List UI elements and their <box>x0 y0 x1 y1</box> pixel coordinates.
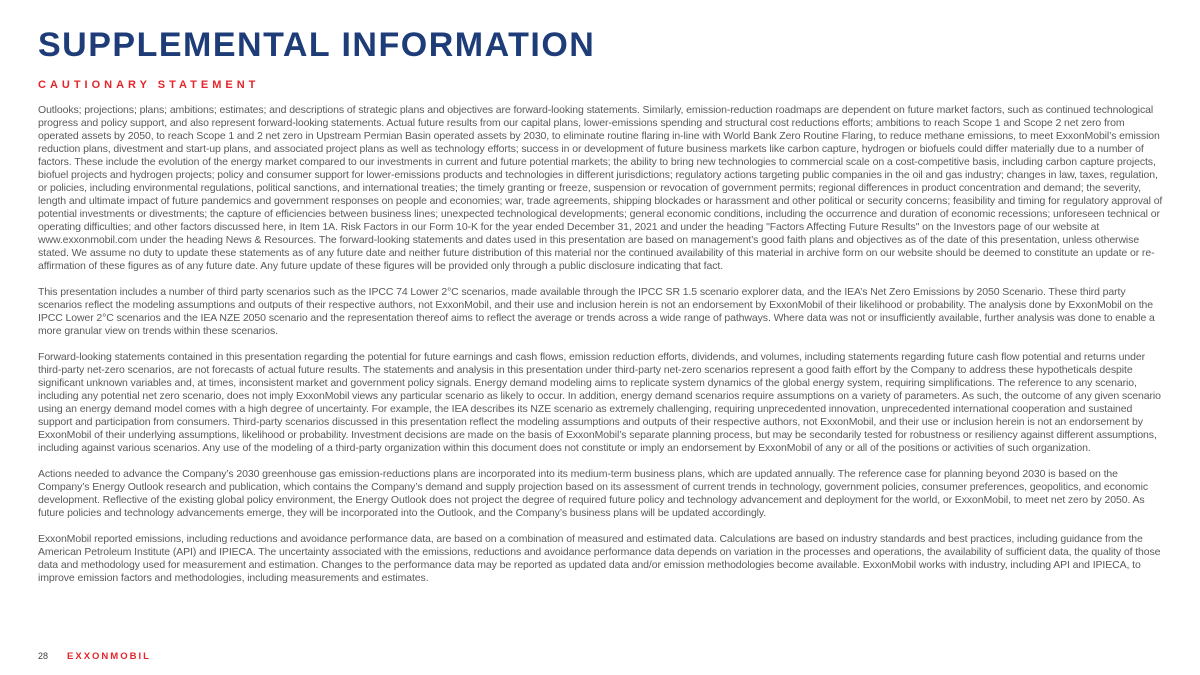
paragraph-net-zero-statements: Forward-looking statements contained in this presentation regarding the potential for future earnings and cash flows, emission reduction efforts, dividends, and volumes, including statements regarding future cash flow potential and returns under third-party net-zero scenarios, are not forecasts of actual future results. The statements and analysis in this presentation under third-party net-zero scenarios represent a good faith effort by the Company to address these hypotheticals despite significant unknown variables and, at times, inconsistent market and government policy signals. Energy demand modeling aims to replicate system dynamics of the global energy system, requiring simplifications. The reference to any scenario, including any potential net zero scenario, does not imply ExxonMobil views any particular scenario as likely to occur. In addition, energy demand scenarios require assumptions on a variety of parameters. As such, the outcome of any given scenario using an energy demand model comes with a high degree of uncertainty. For example, the IEA describes its NZE scenario as extremely challenging, requiring unprecedented innovation, unprecedented international cooperation and sustained support and participation from consumers. Third-party scenarios discussed in this presentation reflect the modeling assumptions and outputs of their respective authors, not ExxonMobil, and their use or inclusion herein is not an endorsement by ExxonMobil of their underlying assumptions, likelihood or probability. Investment decisions are made on the basis of ExxonMobil’s separate planning process, but may be secondarily tested for robustness or resiliency against different assumptions, including against various scenarios. Any use of the modeling of a third-party organization within this document does not constitute or imply an endorsement by ExxonMobil of any or all of the positions or activities of such organization. <box>38 351 1161 454</box>
brand-logo-text: EXXONMOBIL <box>67 651 151 662</box>
slide-footer <box>38 651 151 662</box>
slide-header <box>0 0 1200 91</box>
paragraph-forward-looking: Outlooks; projections; plans; ambitions; estimates; and descriptions of strategic plans and objectives are forward-looking statements. Similarly, emission-reduction roadmaps are dependent on future market factors, such as continued technological progress and policy support, and also represent forward-looking statements. Actual future results from our capital plans, lower-emissions spending and structural cost reductions efforts; ambitions to reach Scope 1 and Scope 2 net zero from operated assets by 2050, to reach Scope 1 and 2 net zero in Upstream Permian Basin operated assets by 2030, to eliminate routine flaring in-line with World Bank Zero Routine Flaring, to reduce methane emissions, to meet ExxonMobil’s emission reduction plans, divestment and start-up plans, and associated project plans as well as technology efforts; success in or development of future business markets like carbon capture, hydrogen or biofuels could differ materially due to a number of factors. These include the evolution of the energy market compared to our investments in current and future potential markets; the ability to bring new technologies to commercial scale on a cost-competitive basis, including carbon capture projects, biofuel projects and hydrogen projects; policy and consumer support for lower-emissions products and technologies in different jurisdictions; regulatory actions targeting public companies in the oil and gas industry; changes in law, taxes, regulation, or policies, including environmental regulations, political sanctions, and international treaties; the timely granting or freeze, suspension or revocation of government permits; regional differences in product concentration and demand; the severity, length and ultimate impact of future pandemics and government responses on people and economies; war, trade agreements, shipping blockades or harassment and other political or security concerns; feasibility and timing for regulatory approval of potential investments or divestments; the capture of efficiencies between business lines; unexpected technological developments; general economic conditions, including the occurrence and duration of economic recessions; unforeseen technical or operating difficulties; and other factors discussed here, in Item 1A. Risk Factors in our Form 10-K for the year ended December 31, 2021 and under the heading "Factors Affecting Future Results" on the Investors page of our website at www.exxonmobil.com under the heading News & Resources. The forward-looking statements and dates used in this presentation are based on management’s good faith plans and objectives as of the date of this presentation, unless otherwise stated. We assume no duty to update these statements as of any future date and neither future distribution of this material nor the continued availability of this material in archive form on our website should be deemed to constitute an update or re-affirmation of these figures as of any future date. Any future update of these figures will be provided only through a public disclosure indicating that fact. <box>38 104 1163 272</box>
paragraph-2030-plans: Actions needed to advance the Company’s 2030 greenhouse gas emission-reductions plans are incorporated into its medium-term business plans, which are updated annually. The reference case for planning beyond 2030 is based on the Company’s Energy Outlook research and publication, which contains the Company’s demand and supply projection based on its assessment of current trends in technology, government policies, consumer preferences, geopolitics, and economic development. Reflective of the existing global policy environment, the Energy Outlook does not project the degree of required future policy and technology advancement and deployment for the world, or ExxonMobil, to meet net zero by 2050. As future policies and technology advancements emerge, they will be incorporated into the Outlook, and the Company’s business plans will be updated accordingly. <box>38 468 1149 519</box>
paragraph-third-party-scenarios: This presentation includes a number of third party scenarios such as the IPCC 74 Lower 2°C scenarios, made available through the IPCC SR 1.5 scenario explorer data, and the IEA’s Net Zero Emissions by 2050 Scenario. These third party scenarios reflect the modeling assumptions and outputs of their respective authors, not ExxonMobil, and their use and inclusion herein is not an endorsement by ExxonMobil of their likelihood or probability. The analysis done by ExxonMobil on the IPCC Lower 2°C scenarios and the IEA NZE 2050 scenario and the representation thereof aims to reflect the average or trends across a wide range of pathways. Where data was not or insufficiently available, further analysis was done to enable a more granular view on trends within these scenarios. <box>38 286 1155 337</box>
paragraph-reported-emissions: ExxonMobil reported emissions, including reductions and avoidance performance data, are based on a combination of measured and estimated data. Calculations are based on industry standards and best practices, including guidance from the American Petroleum Institute (API) and IPIECA. The uncertainty associated with the emissions, reductions and avoidance performance data depends on variation in the processes and operations, the availability of sufficient data, the quality of those data and methodology used for measurement and estimation. Changes to the performance data may be reported as updated data and/or emission methodologies become available. ExxonMobil works with industry, including API and IPIECA, to improve emission factors and methodologies, including measurements and estimates. <box>38 533 1161 584</box>
page-title: SUPPLEMENTAL INFORMATION <box>38 26 596 64</box>
page-number: 28 <box>38 651 49 661</box>
cautionary-statement-body <box>0 91 1200 585</box>
section-subtitle: CAUTIONARY STATEMENT <box>38 79 260 91</box>
